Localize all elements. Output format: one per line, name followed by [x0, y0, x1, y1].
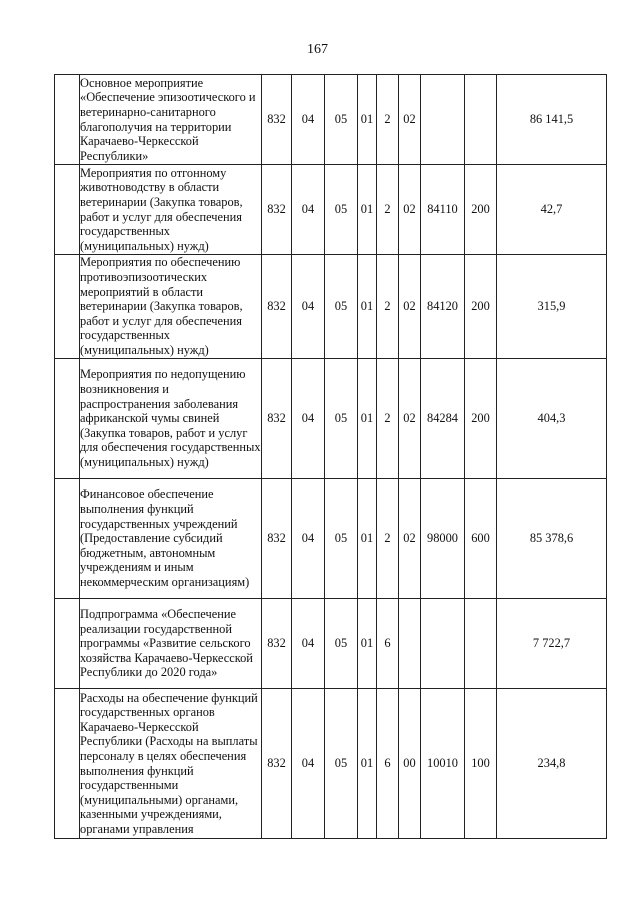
page-number: 167 — [307, 42, 328, 57]
row-rz-cell: 04 — [292, 165, 325, 255]
table-row — [55, 75, 607, 165]
row-marker-cell — [55, 359, 80, 479]
row-marker-cell — [55, 255, 80, 359]
row-rz-cell: 04 — [292, 479, 325, 599]
row-prog-cell: 01 — [358, 479, 377, 599]
row-pr-cell: 05 — [325, 255, 358, 359]
row-prog-cell: 01 — [358, 255, 377, 359]
row-vr-cell — [465, 599, 497, 689]
row-dir-cell: 84284 — [421, 359, 465, 479]
row-amount-cell: 404,3 — [497, 359, 607, 479]
row-dir-cell: 10010 — [421, 689, 465, 839]
row-grbs-cell: 832 — [262, 255, 292, 359]
row-sub-cell: 6 — [377, 599, 399, 689]
row-rz-cell: 04 — [292, 689, 325, 839]
row-grbs-cell: 832 — [262, 599, 292, 689]
row-grbs-cell: 832 — [262, 689, 292, 839]
row-pr-cell: 05 — [325, 599, 358, 689]
row-name-cell: Подпрограмма «Обеспечение реализации государственной программы «Развитие сельского хозяйства Карачаево-Черкесской Республики до 2020 года» — [80, 599, 262, 689]
row-rz-cell: 04 — [292, 255, 325, 359]
table-row — [55, 359, 607, 479]
row-marker-cell — [55, 689, 80, 839]
row-amount-cell: 85 378,6 — [497, 479, 607, 599]
row-pr-cell: 05 — [325, 75, 358, 165]
row-sub-cell: 6 — [377, 689, 399, 839]
row-main-cell: 00 — [399, 689, 421, 839]
row-amount-cell: 42,7 — [497, 165, 607, 255]
row-prog-cell: 01 — [358, 165, 377, 255]
row-dir-cell — [421, 75, 465, 165]
table-row — [55, 479, 607, 599]
row-prog-cell: 01 — [358, 599, 377, 689]
row-dir-cell: 84110 — [421, 165, 465, 255]
row-rz-cell: 04 — [292, 359, 325, 479]
row-prog-cell: 01 — [358, 359, 377, 479]
row-grbs-cell: 832 — [262, 75, 292, 165]
row-dir-cell — [421, 599, 465, 689]
row-rz-cell: 04 — [292, 599, 325, 689]
row-marker-cell — [55, 75, 80, 165]
row-marker-cell — [55, 165, 80, 255]
row-main-cell: 02 — [399, 75, 421, 165]
row-pr-cell: 05 — [325, 689, 358, 839]
row-amount-cell: 7 722,7 — [497, 599, 607, 689]
row-pr-cell: 05 — [325, 359, 358, 479]
row-marker-cell — [55, 599, 80, 689]
row-rz-cell: 04 — [292, 75, 325, 165]
row-grbs-cell: 832 — [262, 165, 292, 255]
row-vr-cell: 200 — [465, 255, 497, 359]
row-main-cell: 02 — [399, 165, 421, 255]
row-vr-cell: 200 — [465, 359, 497, 479]
row-dir-cell: 98000 — [421, 479, 465, 599]
row-amount-cell: 86 141,5 — [497, 75, 607, 165]
row-vr-cell: 600 — [465, 479, 497, 599]
row-name-cell: Мероприятия по недопущению возникновения и распространения заболевания африканской чумы свиней (Закупка товаров, работ и услуг для обеспечения государственных (муниципальных) нужд) — [80, 359, 262, 479]
table-row — [55, 165, 607, 255]
row-main-cell: 02 — [399, 479, 421, 599]
row-sub-cell: 2 — [377, 479, 399, 599]
row-marker-cell — [55, 479, 80, 599]
row-prog-cell: 01 — [358, 689, 377, 839]
row-name-cell: Финансовое обеспечение выполнения функций государственных учреждений (Предоставление субсидий бюджетным, автономным учреждениям и иным некоммерческим организациям) — [80, 479, 262, 599]
table-row — [55, 689, 607, 839]
row-amount-cell: 315,9 — [497, 255, 607, 359]
row-prog-cell: 01 — [358, 75, 377, 165]
row-vr-cell: 200 — [465, 165, 497, 255]
row-name-cell: Мероприятия по отгонному животноводству в области ветеринарии (Закупка товаров, работ и услуг для обеспечения государственных (муниципальных) нужд) — [80, 165, 262, 255]
row-dir-cell: 84120 — [421, 255, 465, 359]
row-vr-cell — [465, 75, 497, 165]
row-main-cell: 02 — [399, 359, 421, 479]
row-pr-cell: 05 — [325, 165, 358, 255]
table-row — [55, 599, 607, 689]
row-main-cell: 02 — [399, 255, 421, 359]
row-sub-cell: 2 — [377, 359, 399, 479]
row-grbs-cell: 832 — [262, 359, 292, 479]
budget-table — [54, 74, 607, 839]
row-sub-cell: 2 — [377, 165, 399, 255]
row-sub-cell: 2 — [377, 255, 399, 359]
row-sub-cell: 2 — [377, 75, 399, 165]
row-amount-cell: 234,8 — [497, 689, 607, 839]
row-pr-cell: 05 — [325, 479, 358, 599]
row-name-cell: Основное мероприятие «Обеспечение эпизоотического и ветеринарно-санитарного благополучия на территории Карачаево-Черкесской Республики» — [80, 75, 262, 165]
row-main-cell — [399, 599, 421, 689]
row-name-cell: Мероприятия по обеспечению противоэпизоотических мероприятий в области ветеринарии (Закупка товаров, работ и услуг для обеспечения государственных (муниципальных) нужд) — [80, 255, 262, 359]
table-row — [55, 255, 607, 359]
row-grbs-cell: 832 — [262, 479, 292, 599]
row-name-cell: Расходы на обеспечение функций государственных органов Карачаево-Черкесской Республики (Расходы на выплаты персоналу в целях обеспечения выполнения функций государственными (муниципальными) органами, казенными учреждениями, органами управления — [80, 689, 262, 839]
row-vr-cell: 100 — [465, 689, 497, 839]
